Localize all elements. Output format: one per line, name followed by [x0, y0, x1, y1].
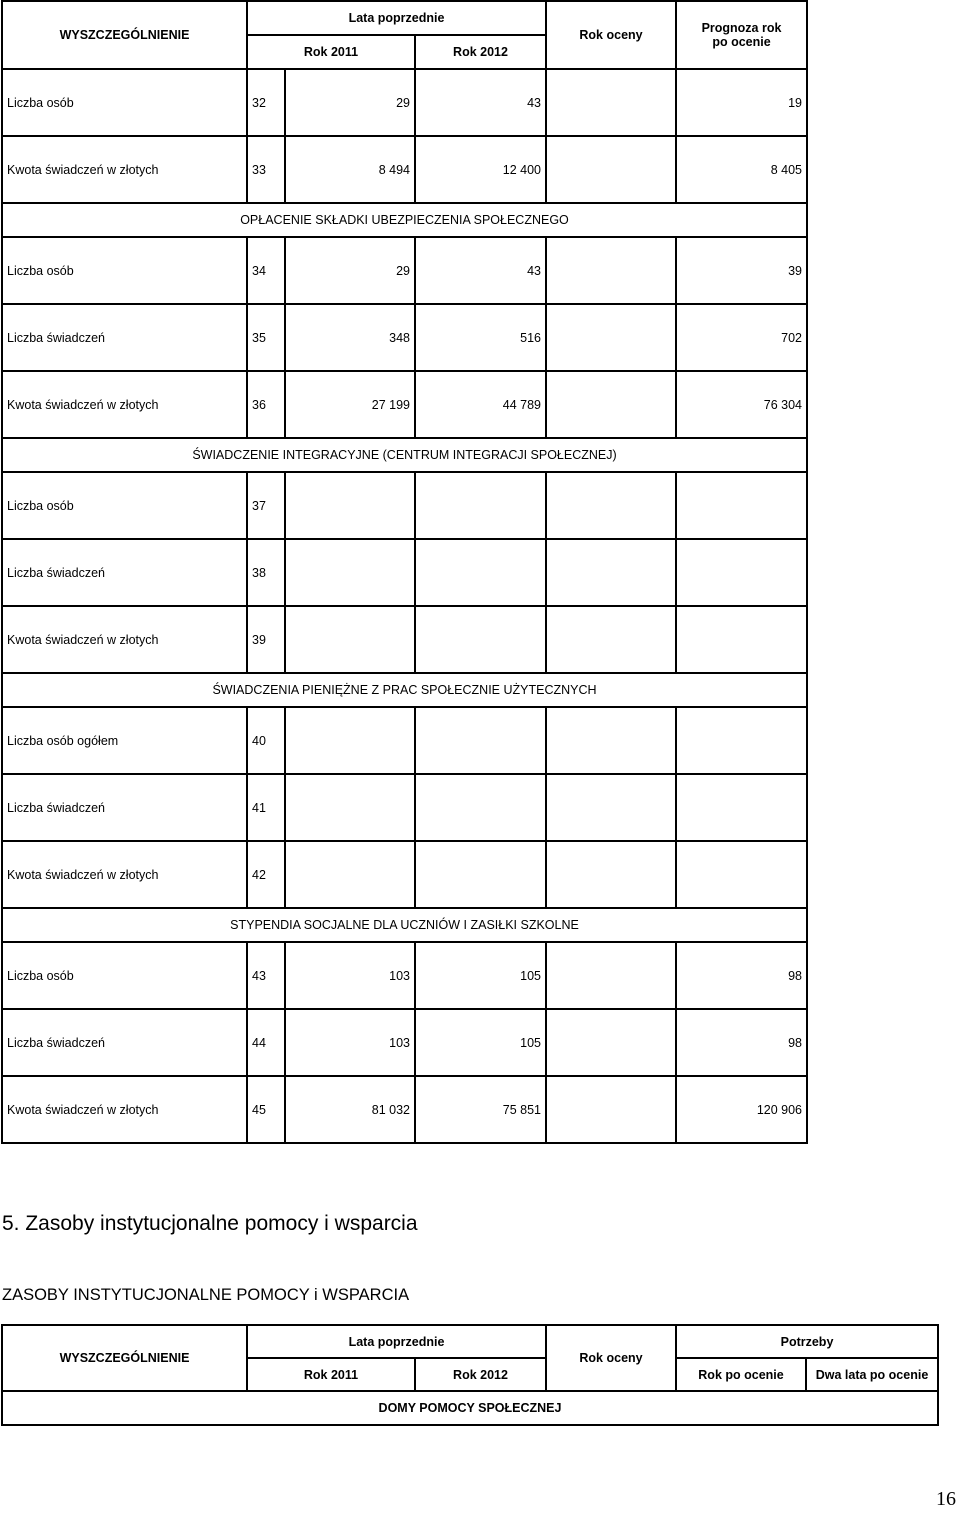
t2-header-year-2012: Rok 2012 — [415, 1358, 546, 1391]
table-row — [2, 237, 807, 304]
row-index: 35 — [247, 304, 285, 371]
table-row — [2, 774, 807, 841]
header-year-2011: Rok 2011 — [247, 35, 415, 69]
value-assessment — [546, 371, 676, 438]
value-2012: 43 — [415, 237, 546, 304]
row-label: Kwota świadczeń w złotych — [2, 371, 247, 438]
section-row — [2, 438, 807, 472]
row-index: 41 — [247, 774, 285, 841]
value-2012 — [415, 472, 546, 539]
row-index: 38 — [247, 539, 285, 606]
value-assessment — [546, 942, 676, 1009]
row-label: Liczba świadczeń — [2, 774, 247, 841]
value-2012: 105 — [415, 942, 546, 1009]
row-index: 37 — [247, 472, 285, 539]
value-2012 — [415, 774, 546, 841]
section-row — [2, 673, 807, 707]
value-forecast: 8 405 — [676, 136, 807, 203]
header-forecast-line2: po ocenie — [712, 35, 771, 49]
value-assessment — [546, 707, 676, 774]
value-2012: 12 400 — [415, 136, 546, 203]
row-label: Liczba świadczeń — [2, 1009, 247, 1076]
value-forecast: 702 — [676, 304, 807, 371]
value-2011: 81 032 — [285, 1076, 415, 1143]
row-index: 40 — [247, 707, 285, 774]
header-wyszczegolnienie: WYSZCZEGÓLNIENIE — [2, 1, 247, 69]
row-label: Liczba osób — [2, 69, 247, 136]
header-previous-years: Lata poprzednie — [247, 1, 546, 35]
social-benefits-table-body — [2, 69, 807, 1143]
row-label: Liczba osób — [2, 237, 247, 304]
section-title: OPŁACENIE SKŁADKI UBEZPIECZENIA SPOŁECZNEGO — [2, 203, 807, 237]
table2-title: ZASOBY INSTYTUCJONALNE POMOCY i WSPARCIA — [2, 1286, 410, 1304]
value-forecast — [676, 539, 807, 606]
header-forecast — [676, 1, 807, 69]
t2-header-needs-year2: Dwa lata po ocenie — [806, 1358, 938, 1391]
value-forecast: 98 — [676, 942, 807, 1009]
value-2012: 75 851 — [415, 1076, 546, 1143]
row-index: 32 — [247, 69, 285, 136]
value-2011: 348 — [285, 304, 415, 371]
t2-header-wyszczegolnienie: WYSZCZEGÓLNIENIE — [2, 1325, 247, 1391]
row-index: 42 — [247, 841, 285, 908]
value-assessment — [546, 841, 676, 908]
value-assessment — [546, 774, 676, 841]
section-row — [2, 908, 807, 942]
row-label: Liczba świadczeń — [2, 539, 247, 606]
header-year-2012: Rok 2012 — [415, 35, 546, 69]
institutional-resources-table — [1, 1324, 939, 1426]
row-label: Liczba osób ogółem — [2, 707, 247, 774]
row-label: Liczba osób — [2, 472, 247, 539]
row-label: Liczba osób — [2, 942, 247, 1009]
value-2011 — [285, 472, 415, 539]
t2-header-previous-years: Lata poprzednie — [247, 1325, 546, 1358]
value-2011 — [285, 606, 415, 673]
value-forecast: 19 — [676, 69, 807, 136]
table-row — [2, 1076, 807, 1143]
section-title: ŚWIADCZENIE INTEGRACYJNE (CENTRUM INTEGRACJI SPOŁECZNEJ) — [2, 438, 807, 472]
value-assessment — [546, 1009, 676, 1076]
table-row — [2, 371, 807, 438]
row-label: Kwota świadczeń w złotych — [2, 1076, 247, 1143]
value-2011: 103 — [285, 1009, 415, 1076]
value-2012 — [415, 841, 546, 908]
value-forecast — [676, 841, 807, 908]
section-row — [2, 203, 807, 237]
value-forecast — [676, 774, 807, 841]
value-forecast: 98 — [676, 1009, 807, 1076]
table-row — [2, 472, 807, 539]
page-number: 16 — [936, 1488, 956, 1510]
value-assessment — [546, 606, 676, 673]
value-assessment — [546, 539, 676, 606]
value-forecast: 76 304 — [676, 371, 807, 438]
value-2011 — [285, 707, 415, 774]
value-2012 — [415, 539, 546, 606]
value-2011 — [285, 841, 415, 908]
value-forecast: 39 — [676, 237, 807, 304]
table-row — [2, 1009, 807, 1076]
value-assessment — [546, 136, 676, 203]
value-2012: 516 — [415, 304, 546, 371]
table-row — [2, 606, 807, 673]
table-row — [2, 539, 807, 606]
row-label: Kwota świadczeń w złotych — [2, 606, 247, 673]
row-index: 33 — [247, 136, 285, 203]
value-assessment — [546, 69, 676, 136]
value-2011: 27 199 — [285, 371, 415, 438]
row-index: 45 — [247, 1076, 285, 1143]
value-2012 — [415, 707, 546, 774]
value-2011 — [285, 539, 415, 606]
t2-header-assessment-year: Rok oceny — [546, 1325, 676, 1391]
value-2011: 29 — [285, 237, 415, 304]
value-assessment — [546, 472, 676, 539]
row-label: Kwota świadczeń w złotych — [2, 136, 247, 203]
value-assessment — [546, 1076, 676, 1143]
header-forecast-line1: Prognoza rok — [701, 21, 782, 35]
value-2011: 8 494 — [285, 136, 415, 203]
row-index: 34 — [247, 237, 285, 304]
value-2011: 29 — [285, 69, 415, 136]
value-2012: 44 789 — [415, 371, 546, 438]
section-heading: 5. Zasoby instytucjonalne pomocy i wsparcia — [2, 1212, 418, 1235]
table-row — [2, 304, 807, 371]
row-index: 44 — [247, 1009, 285, 1076]
row-index: 39 — [247, 606, 285, 673]
value-assessment — [546, 304, 676, 371]
t2-header-year-2011: Rok 2011 — [247, 1358, 415, 1391]
value-forecast — [676, 606, 807, 673]
table-row — [2, 841, 807, 908]
table-row — [2, 707, 807, 774]
row-label: Kwota świadczeń w złotych — [2, 841, 247, 908]
header-assessment-year: Rok oceny — [546, 1, 676, 69]
value-forecast: 120 906 — [676, 1076, 807, 1143]
table-row — [2, 69, 807, 136]
row-index: 43 — [247, 942, 285, 1009]
t2-section-row: DOMY POMOCY SPOŁECZNEJ — [2, 1391, 938, 1425]
value-2011: 103 — [285, 942, 415, 1009]
value-2012 — [415, 606, 546, 673]
value-forecast — [676, 707, 807, 774]
t2-header-needs-year1: Rok po ocenie — [676, 1358, 806, 1391]
table-row — [2, 136, 807, 203]
value-forecast — [676, 472, 807, 539]
value-2012: 105 — [415, 1009, 546, 1076]
t2-header-needs: Potrzeby — [676, 1325, 938, 1358]
value-assessment — [546, 237, 676, 304]
section-title: ŚWIADCZENIA PIENIĘŻNE Z PRAC SPOŁECZNIE UŻYTECZNYCH — [2, 673, 807, 707]
table-row — [2, 942, 807, 1009]
value-2012: 43 — [415, 69, 546, 136]
section-title: STYPENDIA SOCJALNE DLA UCZNIÓW I ZASIŁKI SZKOLNE — [2, 908, 807, 942]
value-2011 — [285, 774, 415, 841]
social-benefits-table — [1, 0, 808, 1144]
row-index: 36 — [247, 371, 285, 438]
row-label: Liczba świadczeń — [2, 304, 247, 371]
